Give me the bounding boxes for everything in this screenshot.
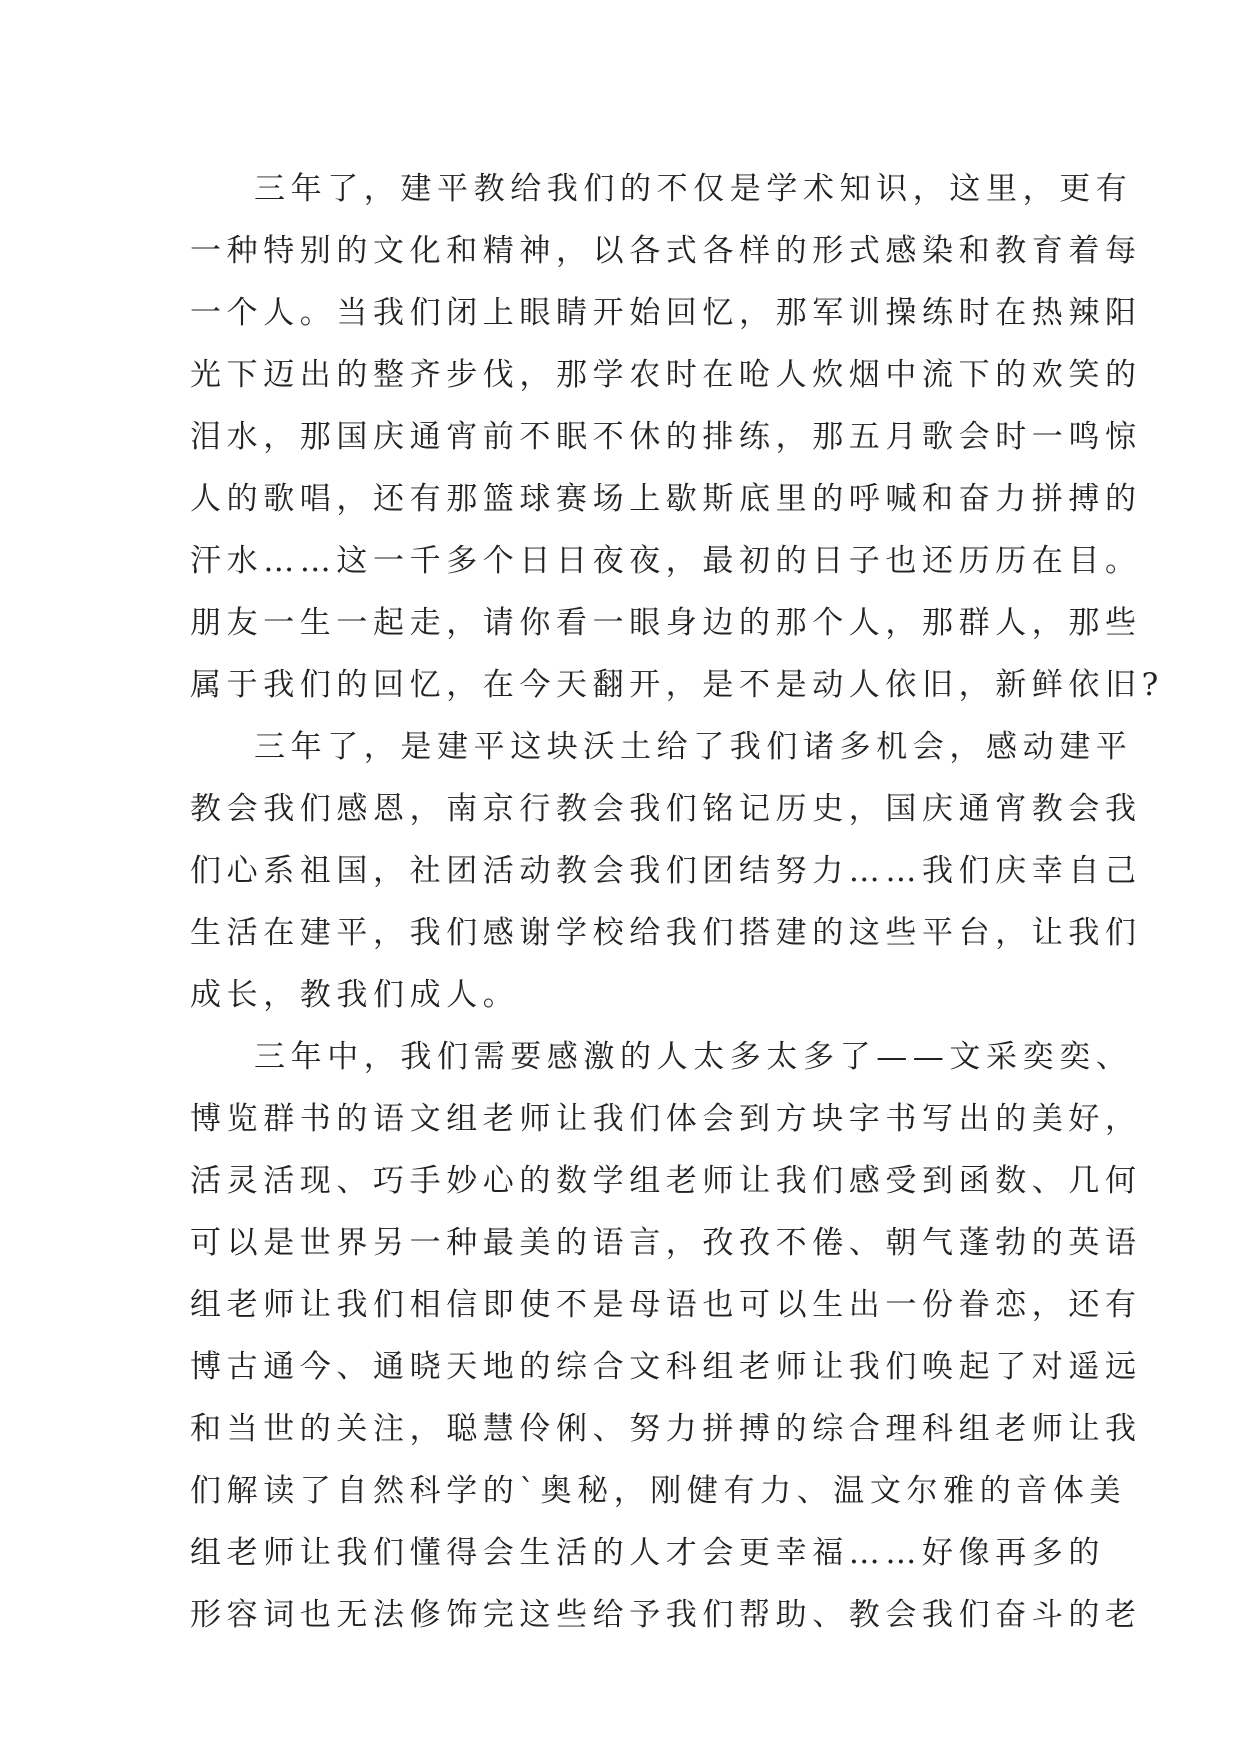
paragraph-3-line-9: 组老师让我们懂得会生活的人才会更幸福……好像再多的 [190,1535,1105,1571]
paragraph-3-line-4: 可以是世界另一种最美的语言，孜孜不倦、朝气蓬勃的英语 [190,1225,1142,1261]
paragraph-3-line-5: 组老师让我们相信即使不是母语也可以生出一份眷恋，还有 [190,1287,1142,1323]
paragraph-2-line-1: 三年了，是建平这块沃土给了我们诸多机会，感动建平 [254,729,1133,765]
paragraph-3-line-3: 活灵活现、巧手妙心的数学组老师让我们感受到函数、几何 [190,1163,1142,1199]
body-text [190,158,1164,1646]
paragraph-3-line-7: 和当世的关注，聪慧伶俐、努力拼搏的综合理科组老师让我 [190,1411,1142,1447]
paragraph-1-line-7: 汗水……这一千多个日日夜夜，最初的日子也还历历在目。 [190,543,1142,579]
paragraph-2-line-2: 教会我们感恩，南京行教会我们铭记历史，国庆通宵教会我 [190,791,1142,827]
paragraph-1-line-6: 人的歌唱，还有那篮球赛场上歇斯底里的呼喊和奋力拼搏的 [190,481,1142,517]
paragraph-1-line-2: 一种特别的文化和精神，以各式各样的形式感染和教育着每 [190,233,1142,269]
paragraph-1-line-1: 三年了，建平教给我们的不仅是学术知识，这里，更有 [254,171,1133,207]
paragraph-1-line-9: 属于我们的回忆，在今天翻开，是不是动人依旧，新鲜依旧? [190,667,1164,703]
paragraph-3-line-6: 博古通今、通晓天地的综合文科组老师让我们唤起了对遥远 [190,1349,1142,1385]
paragraph-2-line-5: 成长，教我们成人。 [190,977,520,1013]
paragraph-1-line-4: 光下迈出的整齐步伐，那学农时在呛人炊烟中流下的欢笑的 [190,357,1142,393]
paragraph-1-line-5: 泪水，那国庆通宵前不眠不休的排练，那五月歌会时一鸣惊 [190,419,1142,455]
paragraph-1-line-8: 朋友一生一起走，请你看一眼身边的那个人，那群人，那些 [190,605,1142,641]
paragraph-1-line-3: 一个人。当我们闭上眼睛开始回忆，那军训操练时在热辣阳 [190,295,1142,331]
paragraph-2-line-3: 们心系祖国，社团活动教会我们团结努力……我们庆幸自己 [190,853,1142,889]
paragraph-3-line-1: 三年中，我们需要感激的人太多太多了——文采奕奕、 [254,1039,1133,1075]
paragraph-2-line-4: 生活在建平，我们感谢学校给我们搭建的这些平台，让我们 [190,915,1142,951]
paragraph-3-line-2: 博览群书的语文组老师让我们体会到方块字书写出的美好， [190,1101,1142,1137]
paragraph-3-line-10: 形容词也无法修饰完这些给予我们帮助、教会我们奋斗的老 [190,1597,1142,1633]
paragraph-3-line-8: 们解读了自然科学的`奥秘，刚健有力、温文尔雅的音体美 [190,1473,1127,1509]
